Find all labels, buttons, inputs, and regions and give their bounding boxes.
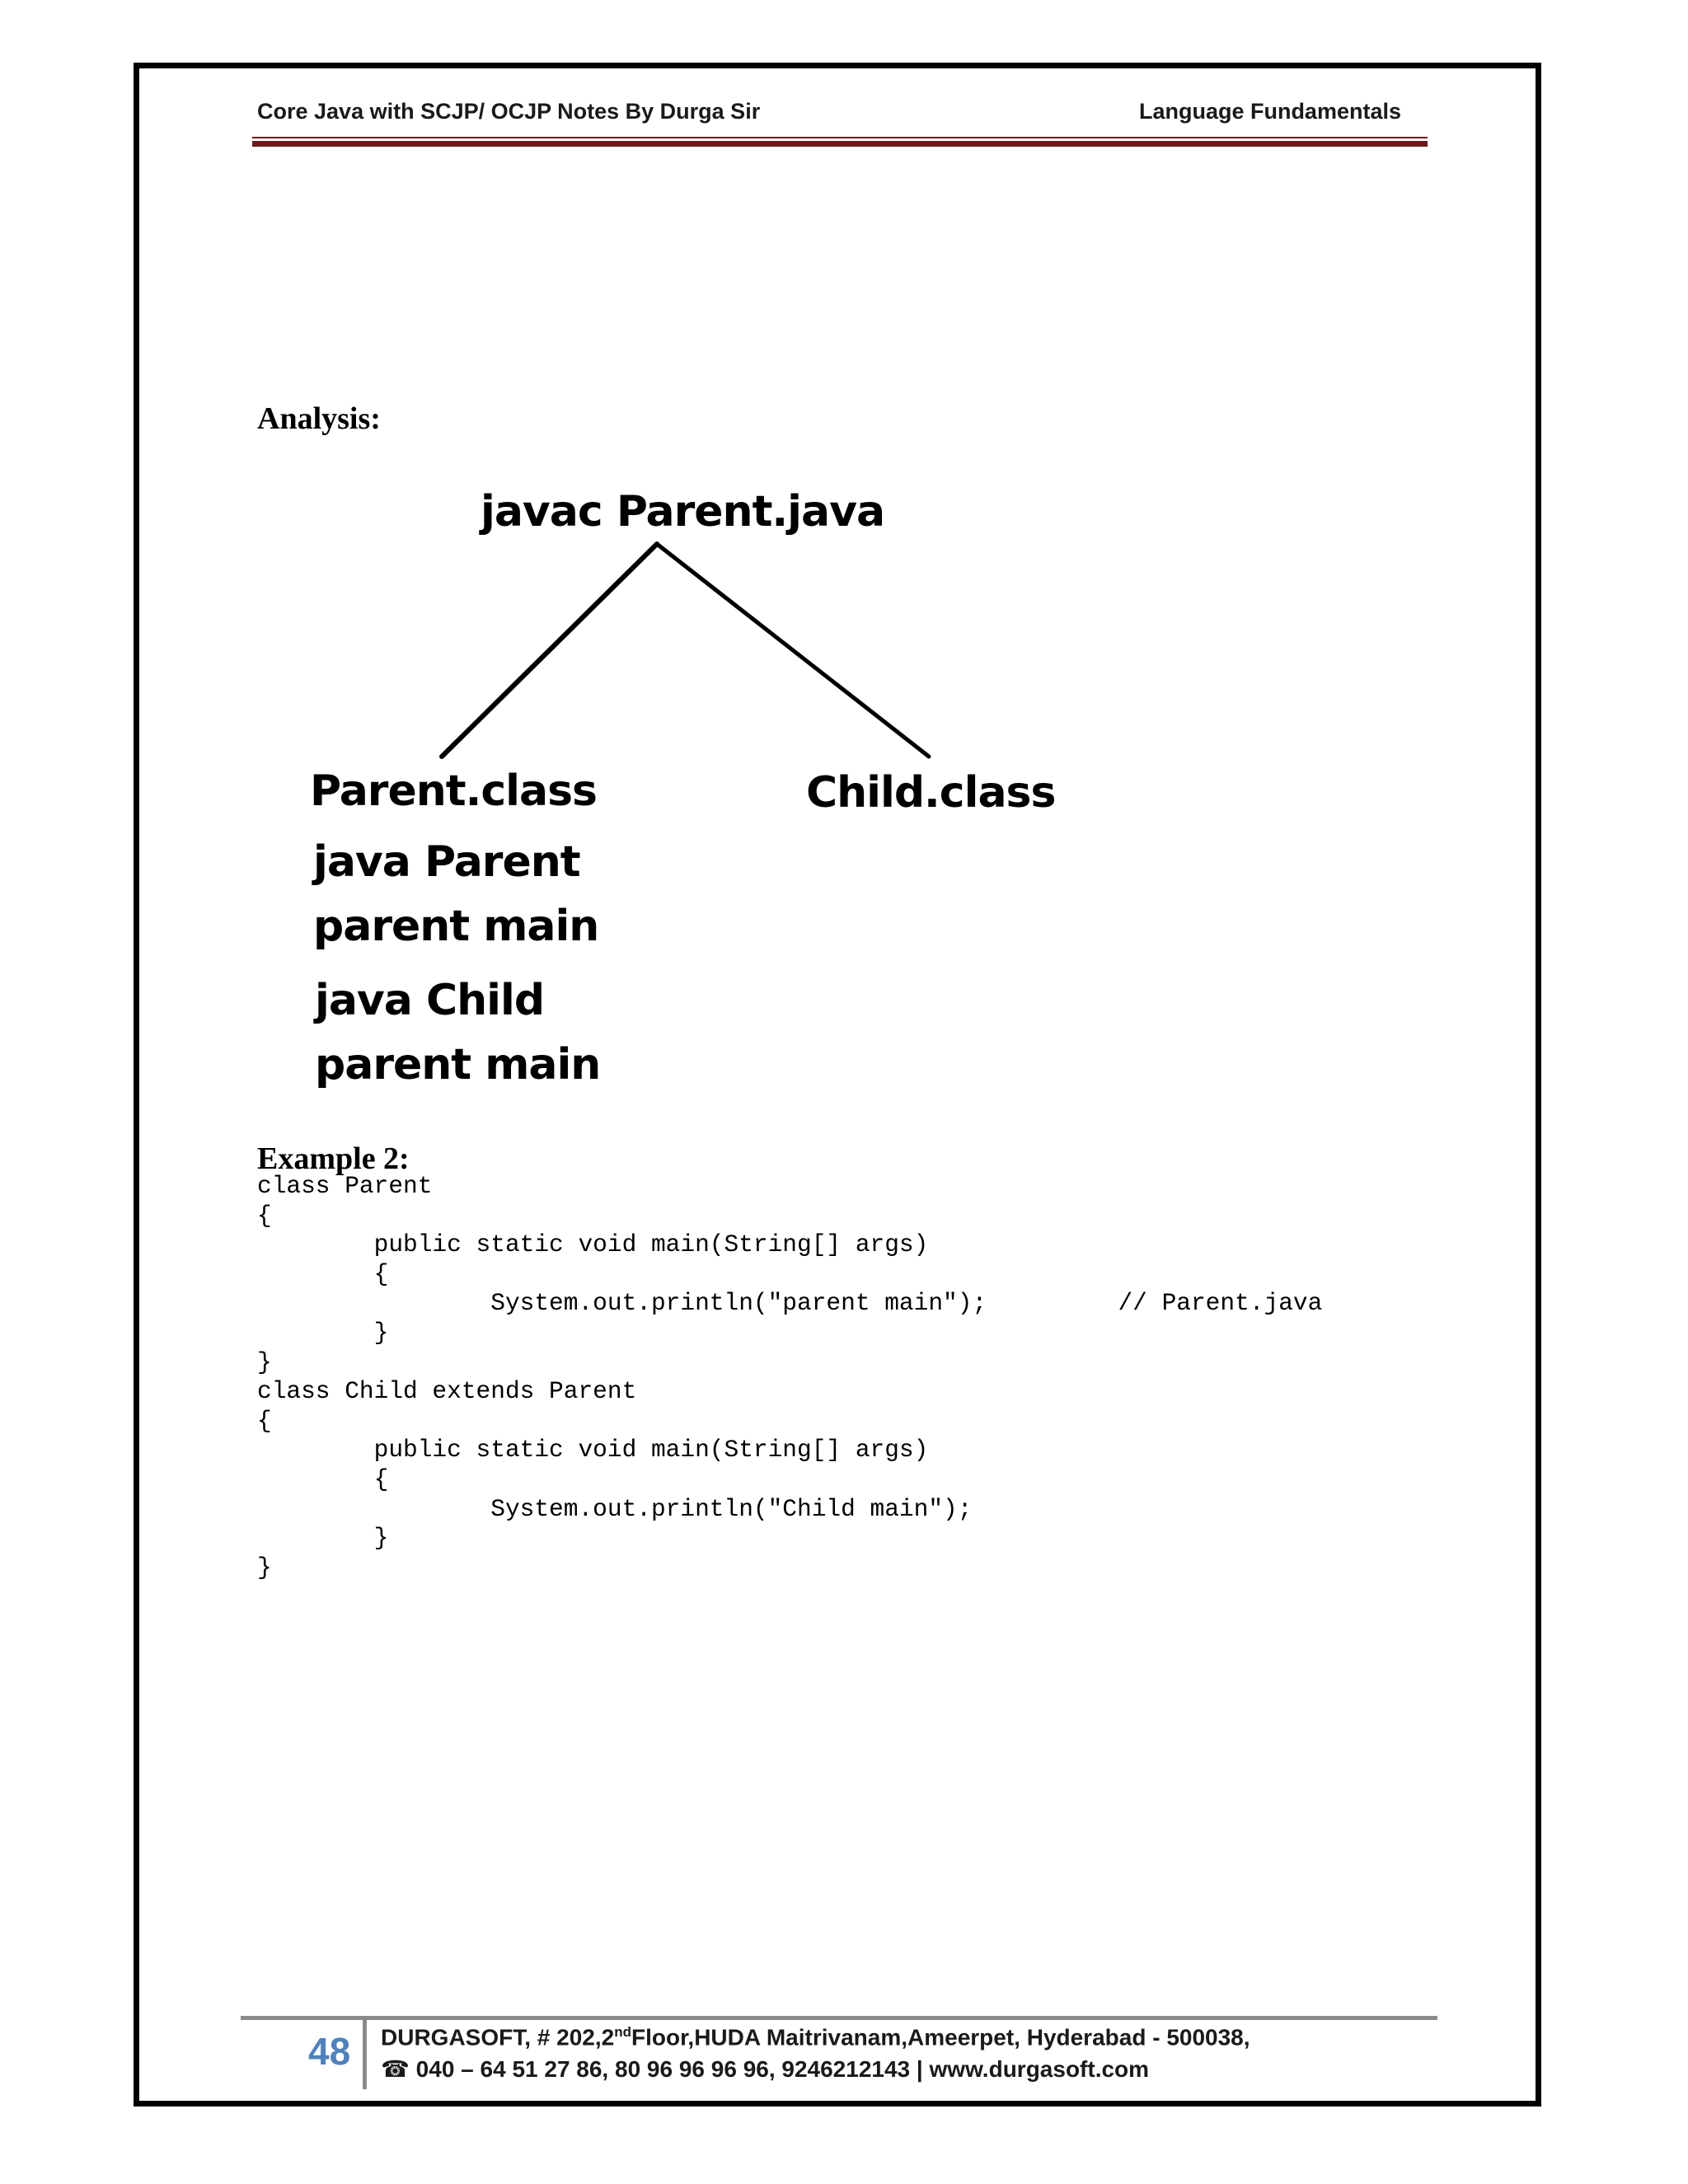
code-line: }: [257, 1524, 389, 1553]
code-line: {: [257, 1201, 272, 1230]
example-heading: Example 2:: [257, 1141, 410, 1176]
code-block: [257, 1172, 1322, 1582]
diagram-parent-class: Parent.class: [310, 766, 597, 816]
code-line: class Parent: [257, 1172, 433, 1200]
page-number: 48: [308, 2030, 351, 2073]
code-line: System.out.println("parent main"); // Parent.java: [257, 1289, 1323, 1318]
code-line: public static void main(String[] args): [257, 1436, 929, 1465]
code-line: {: [257, 1406, 272, 1435]
diagram-line-4: parent main: [315, 1040, 601, 1090]
header-title: Core Java with SCJP/ OCJP Notes By Durga Sir: [257, 99, 761, 124]
footer-rule: [241, 2016, 1437, 2020]
code-line: class Child extends Parent: [257, 1377, 637, 1406]
code-line: System.out.println("Child main");: [257, 1494, 973, 1523]
telephone-icon: ☎: [381, 2056, 410, 2082]
diagram-line-3: java Child: [315, 976, 545, 1025]
diagram-child-class: Child.class: [806, 768, 1056, 818]
diagram-line-1: java Parent: [313, 837, 580, 887]
code-line: {: [257, 1259, 389, 1288]
diagram-line-2: parent main: [313, 902, 599, 951]
code-line: public static void main(String[] args): [257, 1230, 929, 1259]
header-rule: [252, 137, 1428, 147]
footer-contact: ☎ 040 – 64 51 27 86, 80 96 96 96 96, 9246212143 | www.durgasoft.com: [381, 2056, 1150, 2082]
code-line: }: [257, 1553, 272, 1582]
diagram-root-label: javac Parent.java: [481, 487, 885, 537]
header-section: Language Fundamentals: [1138, 99, 1401, 124]
code-line: }: [257, 1318, 389, 1347]
code-line: }: [257, 1347, 272, 1376]
footer-divider: [363, 2020, 367, 2089]
code-line: {: [257, 1465, 389, 1493]
footer-address: DURGASOFT, # 202,2ndFloor,HUDA Maitrivanam,Ameerpet, Hyderabad - 500038,: [381, 2024, 1250, 2050]
analysis-heading: Analysis:: [257, 401, 381, 436]
